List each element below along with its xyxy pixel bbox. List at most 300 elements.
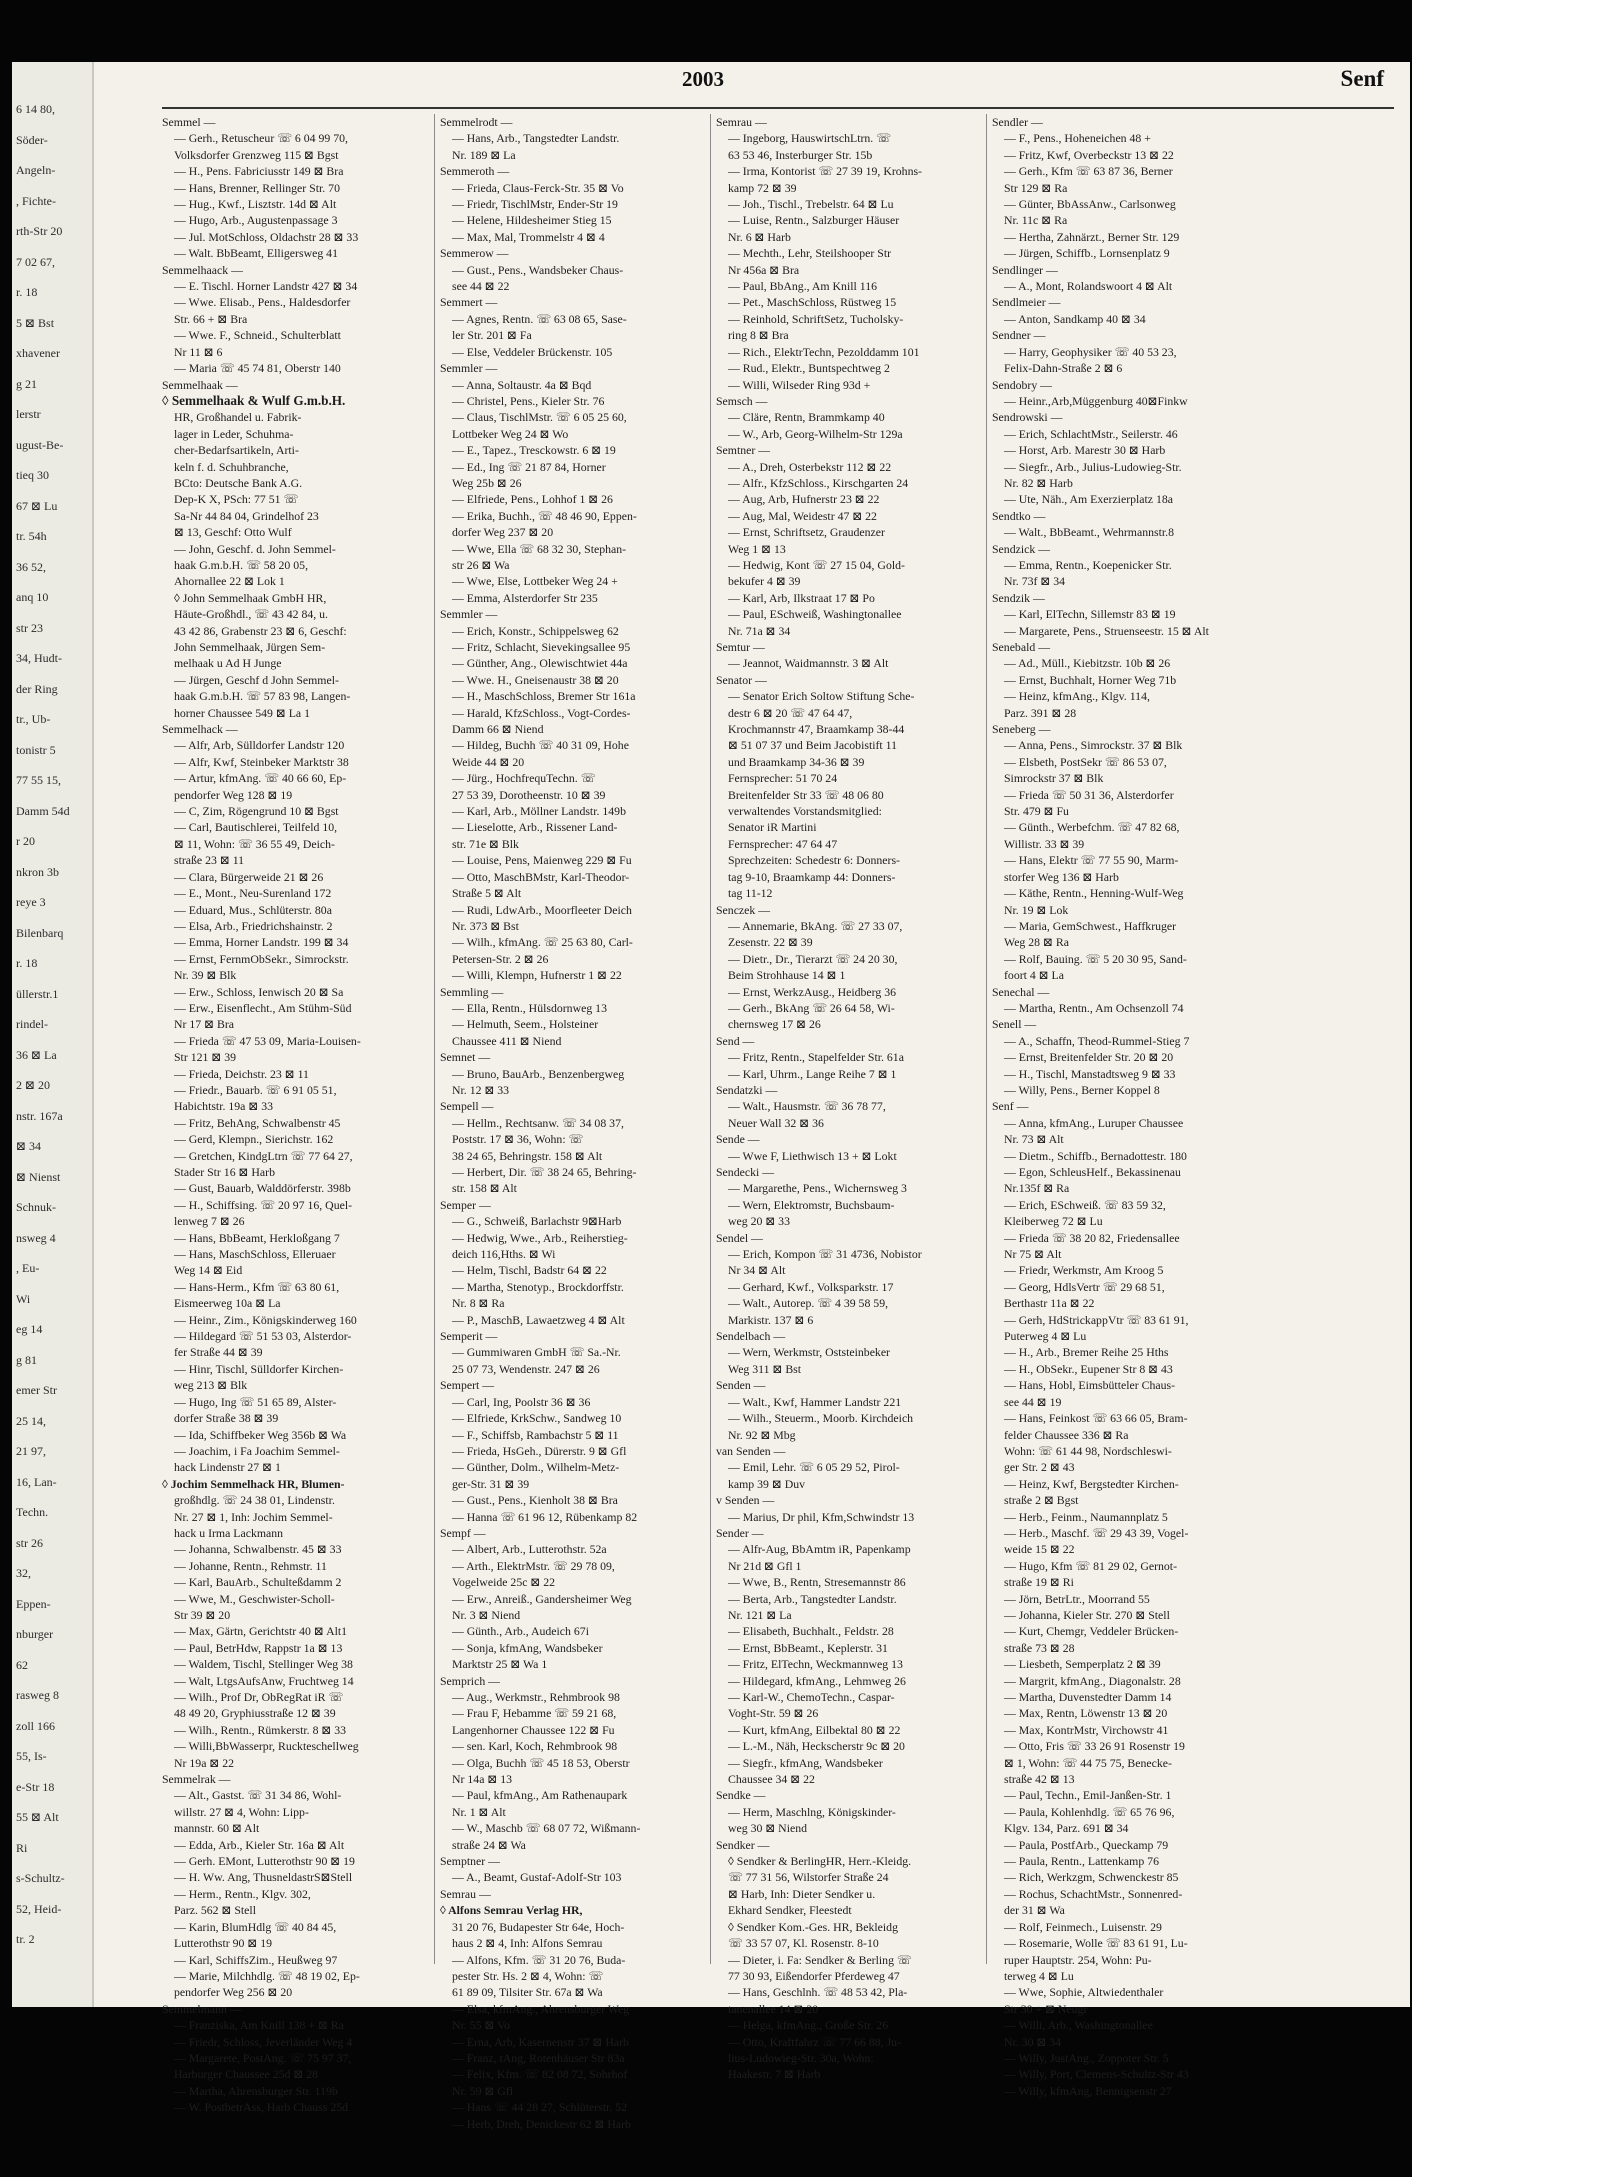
directory-entry-line: — Wwe, B., Rentn, Stresemannstr 86 <box>728 1575 906 1590</box>
surname-heading: Sendobry — <box>992 377 1052 392</box>
previous-page-fragment: 21 97, <box>16 1444 46 1458</box>
surname-heading: Semmelmann — <box>162 2001 242 2016</box>
directory-entry-line: — Paula, PostfArb., Queckamp 79 <box>1004 1837 1169 1852</box>
directory-entry-line: — Pet., MaschSchloss, Rüstweg 15 <box>728 295 897 310</box>
directory-entry-line: weg 30 ⊠ Niend <box>728 1821 808 1836</box>
directory-entry-line: — Rolf, Bauing. ☏ 5 20 30 95, Sand- <box>1004 951 1187 966</box>
directory-entry-line: weg 213 ⊠ Blk <box>174 1378 248 1393</box>
directory-entry-line: Willistr. 33 ⊠ 39 <box>1004 836 1085 851</box>
directory-entry-line: — Margrit, kfmAng., Diagonalstr. 28 <box>1004 1673 1181 1688</box>
directory-entry-line: — Hans, Brenner, Rellinger Str. 70 <box>174 180 340 195</box>
directory-entry-line: — Jörn, BetrLtr., Moorrand 55 <box>1004 1591 1150 1606</box>
directory-entry-line: — Hellm., Rechtsanw. ☏ 34 08 37, <box>452 1115 624 1130</box>
directory-entry-line: — Senator Erich Soltow Stiftung Sche- <box>728 689 915 704</box>
directory-entry-line: Simrockstr 37 ⊠ Blk <box>1004 771 1104 786</box>
directory-entry-line: — Artur, kfmAng. ☏ 40 66 60, Ep- <box>174 771 347 786</box>
directory-entry-line: — Alfr, Kwf, Steinbeker Marktstr 38 <box>174 754 349 769</box>
previous-page-fragment: , Fichte- <box>16 193 56 208</box>
directory-entry-line: deich 116,Hths. ⊠ Wi <box>452 1247 556 1262</box>
directory-entry-line: haak G.m.b.H. ☏ 57 83 98, Langen- <box>174 689 351 704</box>
directory-entry-line: — H. Ww. Ang, ThusneldastrS⊠Stell <box>174 1870 353 1885</box>
directory-entry-line: Parz. 391 ⊠ 28 <box>1004 705 1077 720</box>
directory-entry-line: Beim Strohhause 14 ⊠ 1 <box>728 968 846 983</box>
directory-entry-line: — Fritz, Kwf, Overbeckstr 13 ⊠ 22 <box>1004 147 1174 162</box>
directory-entry-line: str 26 ⊠ Wa <box>452 557 510 572</box>
directory-entry-line: — Hans-Herm., Kfm ☏ 63 80 61, <box>174 1279 340 1294</box>
directory-entry-line: hack u Irma Lackmann <box>174 1525 284 1540</box>
previous-page-fragment: xhavener <box>16 346 60 360</box>
directory-entry-line: — Emma, Rentn., Koepenicker Str. <box>1004 557 1172 572</box>
directory-entry-line: — Martha, Duvenstedter Damm 14 <box>1004 1690 1172 1704</box>
directory-entry-line: — Albert, Arb., Lutterothstr. 52a <box>452 1542 607 1557</box>
previous-page-fragment: 16, Lan- <box>16 1474 57 1489</box>
directory-entry-line: — Frieda ☏ 38 20 82, Friedensallee <box>1004 1230 1180 1245</box>
directory-entry-line: — Herb., Maschf. ☏ 29 43 39, Vogel- <box>1004 1525 1189 1540</box>
surname-heading: Send — <box>716 1033 755 1048</box>
directory-entry-line: — Wilh., Prof Dr, ObRegRat iR ☏ <box>174 1690 344 1704</box>
directory-entry-line: Nr. 92 ⊠ Mbg <box>728 1427 796 1442</box>
directory-entry-line: Fernsprecher: 51 70 24 <box>728 771 838 786</box>
directory-entry-line: — Willi, Klempn, Hufnerstr 1 ⊠ 22 <box>452 968 622 983</box>
directory-entry-line: — Erna, Arb, Kasernenstr 37 ⊠ Harb <box>452 2034 629 2049</box>
directory-entry-line: — Elfriede, KrkSchw., Sandweg 10 <box>452 1411 622 1426</box>
directory-entry-line: — Erich, Konstr., Schippelsweg 62 <box>452 623 619 638</box>
directory-entry-line: ◊ Sendker & BerlingHR, Herr.-Kleidg. <box>728 1854 912 1869</box>
surname-heading: Semmelrodt — <box>440 115 513 129</box>
directory-entry-line: — H., Tischl, Manstadtsweg 9 ⊠ 33 <box>1004 1066 1176 1081</box>
directory-entry-line: — Elisabeth, Buchhalt., Feldstr. 28 <box>728 1624 894 1639</box>
previous-page-fragment: 77 55 15, <box>16 773 61 787</box>
directory-entry-line: — Käthe, Rentn., Henning-Wulf-Weg <box>1004 886 1184 901</box>
directory-entry-line: — Gerh, HdStrickappVtr ☏ 83 61 91, <box>1004 1312 1189 1327</box>
directory-entry-line: — Irma, Kontorist ☏ 27 39 19, Krohns- <box>728 164 922 179</box>
directory-entry-line: — Dietm., Schiffb., Bernadottestr. 180 <box>1004 1148 1187 1163</box>
directory-entry-line: — Kurt, kfmAng, Eilbektal 80 ⊠ 22 <box>728 1722 901 1737</box>
previous-page-fragment: eg 14 <box>16 1322 43 1336</box>
running-head: Senf <box>1340 66 1384 91</box>
directory-entry-line: — Carl, Bautischlerei, Teilfeld 10, <box>174 820 338 835</box>
directory-entry-line: ruper Hauptstr. 254, Wohn: Pu- <box>1004 1952 1152 1967</box>
directory-entry-line: Lutterothstr 90 ⊠ 19 <box>174 1936 273 1951</box>
directory-entry-line: — Aug, Arb, Hufnerstr 23 ⊠ 22 <box>728 492 880 507</box>
directory-entry-line: — Paul, BbAng., Am Knill 116 <box>728 279 877 294</box>
directory-entry-line: John Semmelhaak, Jürgen Sem- <box>174 640 326 654</box>
previous-page-fragment: üllerstr.1 <box>16 986 59 1001</box>
directory-entry-line: HR, Großhandel u. Fabrik- <box>174 410 302 425</box>
surname-heading: Sendel — <box>716 1230 763 1245</box>
surname-heading: v Senden — <box>716 1493 775 1508</box>
surname-heading: Semmelhack — <box>162 722 238 737</box>
surname-heading: Semtner — <box>716 443 771 458</box>
directory-entry-line: — Martha, Ahrensburger Str. 119b <box>174 2083 338 2098</box>
directory-entry-line: haus 2 ⊠ 4, Inh: Alfons Semrau <box>452 1936 603 1951</box>
directory-entry-line: ⊠ 11, Wohn: ☏ 36 55 49, Deich- <box>174 836 335 851</box>
directory-entry-line: Harburger Chaussee 25d ⊠ 28 <box>174 2067 318 2082</box>
directory-entry-line: — Gust., Pens., Kienholt 38 ⊠ Bra <box>452 1493 618 1508</box>
directory-page <box>12 62 1410 2131</box>
previous-page-fragment: nkron 3b <box>16 864 59 879</box>
directory-entry-line: Nr. 373 ⊠ Bst <box>452 918 519 933</box>
previous-page-fragment: zoll 166 <box>16 1718 55 1733</box>
directory-entry-line: — Gerh., Retuscheur ☏ 6 04 99 70, <box>174 131 348 146</box>
directory-entry-line: — W., Arb, Georg-Wilhelm-Str 129a <box>728 426 903 441</box>
directory-entry-line: dorfer Weg 237 ⊠ 20 <box>452 525 554 540</box>
directory-entry-line: — Emil, Lehr. ☏ 6 05 29 52, Pirol- <box>728 1460 900 1475</box>
directory-entry-line: weg 20 ⊠ 33 <box>728 1214 790 1229</box>
directory-entry-line: Voght-Str. 59 ⊠ 26 <box>728 1706 819 1721</box>
directory-entry-line: — Hedwig, Wwe., Arb., Reiherstieg- <box>452 1230 628 1245</box>
directory-entry-line: — Karl, Arb., Möllner Landstr. 149b <box>452 804 626 819</box>
directory-entry-line: — Willy, kfmAng, Bennigsenstr 27 <box>1004 2083 1172 2098</box>
directory-entry-line: — Frieda, Claus-Ferck-Str. 35 ⊠ Vo <box>452 180 624 195</box>
directory-entry-line: — Gerh., Kfm ☏ 63 87 36, Berner <box>1004 164 1173 179</box>
directory-entry-line: Str 121 ⊠ 39 <box>174 1050 236 1065</box>
directory-entry-line: — Ed., Ing ☏ 21 87 84, Horner <box>452 459 606 474</box>
directory-entry-line: und Braamkamp 34-36 ⊠ 39 <box>728 754 865 769</box>
directory-entry-line: — Helmuth, Seem., Holsteiner <box>452 1017 599 1032</box>
directory-entry-line: — Walt., Autorep. ☏ 4 39 58 59, <box>728 1296 889 1311</box>
directory-entry-line: — Alfr-Aug, BbAmtm iR, Papenkamp <box>728 1542 911 1557</box>
directory-entry-line: Nr. 189 ⊠ La <box>452 147 516 162</box>
directory-entry-line: Nr. 19 ⊠ Lok <box>1004 902 1069 917</box>
directory-entry-line: — F., Schiffsb, Rambachstr 5 ⊠ 11 <box>452 1427 619 1442</box>
directory-entry-line: — W., Maschb ☏ 68 07 72, Wißmann- <box>452 1821 641 1836</box>
directory-entry-line: — Hertha, Zahnärzt., Berner Str. 129 <box>1004 229 1180 244</box>
directory-entry-line: Sprechzeiten: Schedestr 6: Donners- <box>728 853 900 868</box>
directory-entry-line: — sen. Karl, Koch, Rehmbrook 98 <box>452 1739 618 1754</box>
directory-entry-line: Langenhorner Chaussee 122 ⊠ Fu <box>452 1722 615 1737</box>
previous-page-fragment: Bilenbarq <box>16 925 64 940</box>
directory-entry-line: — Hugo, Arb., Augustenpassage 3 <box>174 213 338 228</box>
previous-page-fragment: Wi <box>16 1291 31 1306</box>
previous-page-fragment: Eppen- <box>16 1596 51 1611</box>
directory-entry-line: Berthastr 11a ⊠ 22 <box>1004 1296 1095 1311</box>
directory-entry-line: — Walt., BbBeamt., Wehrmannstr.8 <box>1004 525 1175 540</box>
surname-heading: Sende — <box>716 1132 760 1147</box>
directory-entry-line: — Karl, ElTechn, Sillemstr 83 ⊠ 19 <box>1004 607 1176 622</box>
directory-entry-line: — Dieter, i. Fa: Sendker & Berling ☏ <box>728 1952 912 1967</box>
directory-entry-line: — Friedr, Werkmstr, Am Kroog 5 <box>1004 1263 1164 1278</box>
directory-entry-line: — Paula, Rentn., Lattenkamp 76 <box>1004 1854 1159 1869</box>
directory-entry-line: Nr. 121 ⊠ La <box>728 1607 792 1622</box>
directory-entry-line: — H., Arb., Bremer Reihe 25 Hths <box>1004 1345 1169 1360</box>
surname-heading: Sendatzki — <box>716 1082 778 1097</box>
directory-entry-line: — Günther, Dolm., Wilhelm-Metz- <box>452 1460 620 1475</box>
directory-entry-line: mannstr. 60 ⊠ Alt <box>174 1821 260 1836</box>
directory-entry-line: Nr 14a ⊠ 13 <box>452 1772 513 1787</box>
directory-entry-line: — Ernst, BbBeamt., Keplerstr. 31 <box>728 1640 888 1655</box>
surname-heading: Semrau — <box>440 1886 491 1901</box>
directory-entry-line: — Max, KontrMstr, Virchowstr 41 <box>1004 1722 1169 1737</box>
surname-heading: Semmeroth — <box>440 164 510 179</box>
directory-entry-line: — Ad., Müll., Kiebitzstr. 10b ⊠ 26 <box>1004 656 1171 671</box>
directory-entry-line: Nr. 55 ⊠ Vo <box>452 2018 510 2033</box>
directory-entry-line: Wohn: ☏ 61 44 98, Nordschleswi- <box>1004 1443 1172 1458</box>
directory-entry-line: Damm 66 ⊠ Niend <box>452 722 544 737</box>
directory-entry-line: — Bruno, BauArb., Benzenbergweg <box>452 1066 625 1081</box>
directory-entry-line: — Elsa, kfmAng., Ahrensburger Weg <box>452 2001 630 2016</box>
firm-entry: ◊ Jochim Semmelhack HR, Blumen- <box>162 1476 345 1491</box>
previous-page-fragment: Angeln- <box>16 163 56 177</box>
directory-entry-line: straße 2 ⊠ Bgst <box>1004 1493 1079 1508</box>
directory-entry-line: str. 71e ⊠ Blk <box>452 836 519 851</box>
directory-entry-line: — Helene, Hildesheimer Stieg 15 <box>452 213 612 228</box>
previous-page-edge <box>12 62 94 2007</box>
directory-entry-line: — H., ObSekr., Eupener Str 8 ⊠ 43 <box>1004 1361 1173 1376</box>
directory-entry-line: Weg 25b ⊠ 26 <box>452 475 522 490</box>
directory-entry-line: — Clara, Bürgerweide 21 ⊠ 26 <box>174 869 324 884</box>
directory-entry-line: — Edda, Arb., Kieler Str. 16a ⊠ Alt <box>174 1837 345 1852</box>
surname-heading: Senator — <box>716 672 767 687</box>
surname-heading: Semnet — <box>440 1050 491 1065</box>
directory-entry-line: straße 23 ⊠ 11 <box>174 853 245 868</box>
directory-entry-line: — Max, Rentn, Löwenstr 13 ⊠ 20 <box>1004 1706 1168 1721</box>
previous-page-fragment: nburger <box>16 1627 54 1641</box>
directory-entry-line: — Hans, MaschSchloss, Elleruaer <box>174 1247 336 1262</box>
directory-entry-line: — Lieselotte, Arb., Rissener Land- <box>452 820 618 835</box>
directory-entry-line: — Harald, KfzSchloss., Vogt-Cordes- <box>452 705 631 720</box>
directory-entry-line: — Frieda ☏ 47 53 09, Maria-Louisen- <box>174 1033 361 1048</box>
directory-entry-line: horner Chaussee 549 ⊠ La 1 <box>174 705 311 720</box>
directory-entry-line: — Alfr, Arb, Sülldorfer Landstr 120 <box>174 738 345 753</box>
directory-entry-line: — A., Mont, Rolandswoort 4 ⊠ Alt <box>1004 279 1173 294</box>
page-number: 2003 <box>682 67 724 91</box>
previous-page-fragment: nstr. 167a <box>16 1108 63 1123</box>
directory-entry-line: ler Str. 201 ⊠ Fa <box>452 328 532 343</box>
previous-page-fragment: 7 02 67, <box>16 254 55 269</box>
directory-entry-line: — Otto, Fris ☏ 33 26 91 Rosenstr 19 <box>1004 1739 1185 1754</box>
directory-entry-line: — Erw., Anreiß., Gandersheimer Weg <box>452 1591 632 1606</box>
directory-entry-line: Zesenstr. 22 ⊠ 39 <box>728 935 813 950</box>
surname-heading: Semtur — <box>716 640 765 654</box>
directory-entry-line: — Paul, Techn., Emil-Janßen-Str. 1 <box>1004 1788 1172 1803</box>
directory-entry-line: — Franz, tAng, Rotenhäuser Str 83a <box>452 2050 625 2065</box>
surname-heading: Sendzik — <box>992 590 1045 605</box>
directory-entry-line: — F., Pens., Hoheneichen 48 + <box>1004 131 1151 146</box>
directory-entry-line: — Günth., Arb., Audeich 67i <box>452 1624 589 1639</box>
directory-entry-line: — Ingeborg, HauswirtschLtrn. ☏ <box>728 131 891 146</box>
directory-entry-line: — Friedr, TischlMstr, Ender-Str 19 <box>452 197 618 212</box>
directory-entry-line: — Wern, Werkmstr, Oststeinbeker <box>728 1345 890 1360</box>
directory-entry-line: — Hans ☏ 44 28 27, Schlüterstr. 52 <box>452 2100 627 2115</box>
directory-entry-line: — Herm, Maschlng, Königskinder- <box>728 1804 896 1819</box>
surname-heading: Semmling — <box>440 984 504 999</box>
previous-page-fragment: tr. 54h <box>16 529 47 543</box>
directory-entry-line: Nr. 1 ⊠ Alt <box>452 1804 506 1819</box>
previous-page-fragment: 32, <box>16 1566 31 1580</box>
directory-entry-line: — Frau F, Hebamme ☏ 59 21 68, <box>452 1706 617 1721</box>
directory-entry-line: — Karl, BauArb., Schulteßdamm 2 <box>174 1575 342 1590</box>
previous-page-fragment: ⊠ Nienst <box>16 1169 61 1184</box>
directory-entry-line: — Cläre, Rentn, Brammkamp 40 <box>728 410 885 425</box>
directory-entry-line: — Gerh. EMont, Lutterothstr 90 ⊠ 19 <box>174 1854 355 1869</box>
directory-entry-line: — Frieda, Deichstr. 23 ⊠ 11 <box>174 1066 309 1081</box>
surname-heading: Semsch — <box>716 393 768 408</box>
firm-entry: ◊ Alfons Semrau Verlag HR, <box>440 1903 583 1918</box>
directory-entry-line: — Walt., Hausmstr. ☏ 36 78 77, <box>728 1099 886 1114</box>
directory-entry-line: Nr 456a ⊠ Bra <box>728 262 800 277</box>
directory-entry-line: Häute-Großhdl., ☏ 43 42 84, u. <box>174 607 328 622</box>
previous-page-fragment: 34, Hudt- <box>16 651 62 665</box>
directory-entry-line: tanenallee 14 ⊠ 20 <box>728 2001 819 2016</box>
previous-page-fragment: Ri <box>16 1840 28 1855</box>
directory-entry-line: — H., Schiffsing. ☏ 20 97 16, Quel- <box>174 1197 353 1212</box>
directory-entry-line: — Johanna, Kieler Str. 270 ⊠ Stell <box>1004 1607 1170 1622</box>
directory-entry-line: — Olga, Buchh ☏ 45 18 53, Oberstr <box>452 1755 630 1770</box>
directory-entry-line: storfer Weg 136 ⊠ Harb <box>1004 869 1119 884</box>
directory-entry-line: — Horst, Arb. Marestr 30 ⊠ Harb <box>1004 443 1166 458</box>
directory-entry-line: — Annemarie, BkAng. ☏ 27 33 07, <box>728 918 903 933</box>
directory-entry-line: — Wern, Elektromstr, Buchsbaum- <box>728 1197 895 1212</box>
previous-page-fragment: emer Str <box>16 1383 57 1397</box>
directory-entry-line: — Rudi, LdwArb., Moorfleeter Deich <box>452 902 632 917</box>
directory-entry-line: — Rolf, Feinmech., Luisenstr. 29 <box>1004 1919 1162 1934</box>
directory-entry-line: Nr.135f ⊠ Ra <box>1004 1181 1070 1196</box>
directory-entry-line: — Marius, Dr phil, Kfm,Schwindstr 13 <box>728 1509 915 1524</box>
directory-entry-line: — Willy, JustAng., Zoppoter Str. 5 <box>1004 2050 1169 2065</box>
surname-heading: Senechal — <box>992 984 1050 999</box>
surname-heading: Semrau — <box>716 115 767 129</box>
previous-page-fragment: 55, Is- <box>16 1749 47 1763</box>
surname-heading: Senf — <box>992 1099 1029 1114</box>
surname-heading: Seneberg — <box>992 722 1051 737</box>
directory-entry-line: — Anna, Pens., Simrockstr. 37 ⊠ Blk <box>1004 738 1183 753</box>
directory-entry-line: — Max, Mal, Trommelstr 4 ⊠ 4 <box>452 229 605 244</box>
directory-entry-line: — Erw., Eisenflecht., Am Stühm-Süd <box>174 1000 352 1015</box>
previous-page-fragment: tr. 2 <box>16 1932 35 1946</box>
directory-entry-line: Ekhard Sendker, Fleestedt <box>728 1903 852 1918</box>
page-header <box>162 62 1412 108</box>
previous-page-fragment: 5 ⊠ Bst <box>16 315 55 330</box>
directory-entry-line: Nr. 73f ⊠ 34 <box>1004 574 1066 589</box>
directory-entry-line: — Martha, Rentn., Am Ochsenzoll 74 <box>1004 1000 1184 1015</box>
directory-entry-line: — Fritz, Schlacht, Sievekingsallee 95 <box>452 640 631 654</box>
directory-entry-line: — Hugo, Kfm ☏ 81 29 02, Gernot- <box>1004 1558 1178 1573</box>
surname-heading: Sender — <box>716 1525 764 1540</box>
directory-entry-line: str. 158 ⊠ Alt <box>452 1181 517 1196</box>
directory-entry-line: Nr. 3 ⊠ Niend <box>452 1607 521 1622</box>
directory-entry-line: — Günth., Werbefchm. ☏ 47 82 68, <box>1004 820 1180 835</box>
directory-entry-line: — Heinr.,Arb,Müggenburg 40⊠Finkw <box>1004 393 1188 408</box>
directory-entry-line: Str. 479 ⊠ Fu <box>1004 804 1069 819</box>
directory-entry-line: Nr. 73 ⊠ Alt <box>1004 1132 1064 1147</box>
directory-entry-line: — Margarete, Pens., Struenseestr. 15 ⊠ Alt <box>1004 623 1209 638</box>
directory-entry-line: — Willy, Pens., Berner Koppel 8 <box>1004 1082 1160 1097</box>
directory-entry-line: — Herb., Feinm., Naumannplatz 5 <box>1004 1509 1168 1524</box>
directory-entry-line: Klgv. 134, Parz. 691 ⊠ 34 <box>1004 1821 1129 1836</box>
directory-entry-line: — Erika, Buchh., ☏ 48 46 90, Eppen- <box>452 508 637 523</box>
directory-entry-line: ger-Str. 31 ⊠ 39 <box>452 1476 530 1491</box>
directory-entry-line: ◊ Sendker Kom.-Ges. HR, Bekleidg <box>728 1919 898 1934</box>
directory-entry-line: — Eduard, Mus., Schlüterstr. 80a <box>174 902 332 917</box>
directory-entry-line: — Emma, Horner Landstr. 199 ⊠ 34 <box>174 935 349 950</box>
surname-heading: Sendlinger — <box>992 262 1058 277</box>
directory-entry-line: pendorfer Weg 256 ⊠ 20 <box>174 1985 293 2000</box>
directory-entry-line: — Herbert, Dir. ☏ 38 24 65, Behring- <box>452 1165 637 1179</box>
directory-entry-line: — Mechth., Lehr, Steilshooper Str <box>728 246 892 261</box>
directory-entry-line: — Wilh., Steuerm., Moorb. Kirchdeich <box>728 1411 914 1426</box>
directory-entry-line: — Paul, ESchweiß, Washingtonallee <box>728 607 902 622</box>
column-1 <box>162 114 430 2115</box>
column-divider <box>434 114 435 1964</box>
directory-entry-line: Poststr. 17 ⊠ 36, Wohn: ☏ <box>452 1132 584 1147</box>
directory-entry-line: — Georg, HdlsVertr ☏ 29 68 51, <box>1004 1279 1165 1294</box>
directory-entry-line: — E., Tapez., Tresckowstr. 6 ⊠ 19 <box>452 443 616 458</box>
directory-entry-line: — Frieda ☏ 50 31 36, Alsterdorfer <box>1004 787 1174 802</box>
directory-entry-line: — Walt., Kwf, Hammer Landstr 221 <box>728 1394 902 1409</box>
directory-entry-line: Nr. 11c ⊠ Ra <box>1004 213 1068 228</box>
directory-entry-line: weide 15 ⊠ 22 <box>1004 1542 1075 1557</box>
directory-entry-line: — Walt. BbBeamt, Elligersweg 41 <box>174 246 338 261</box>
surname-heading: Semperit — <box>440 1329 498 1344</box>
surname-heading: Semmler — <box>440 607 498 622</box>
directory-entry-line: — Louise, Pens, Maienweg 229 ⊠ Fu <box>452 853 632 868</box>
directory-entry-line: — Liesbeth, Semperplatz 2 ⊠ 39 <box>1004 1657 1161 1672</box>
directory-entry-line: — A., Beamt, Gustaf-Adolf-Str 103 <box>452 1870 622 1885</box>
directory-entry-line: ☏ 33 57 07, Kl. Rosenstr. 8-10 <box>728 1936 879 1951</box>
directory-entry-line: BCto: Deutsche Bank A.G. <box>174 475 303 490</box>
directory-entry-line: Chaussee 411 ⊠ Niend <box>452 1033 562 1048</box>
directory-entry-line: — Gerh., BkAng ☏ 26 64 58, Wi- <box>728 1000 895 1015</box>
directory-entry-line: — Hans, BbBeamt, Herkloßgang 7 <box>174 1230 340 1245</box>
directory-entry-line: — E., Mont., Neu-Surenland 172 <box>174 886 332 901</box>
column-2 <box>440 114 708 2131</box>
directory-entry-line: 63 53 46, Insterburger Str. 15b <box>728 147 873 162</box>
directory-entry-line: — Wwe. Elisab., Pens., Haldesdorfer <box>174 295 351 310</box>
directory-entry-line: — P., MaschB, Lawaetzweg 4 ⊠ Alt <box>452 1312 625 1327</box>
directory-entry-line: — Ernst, Schriftsetz, Graudenzer <box>728 525 885 540</box>
previous-page-fragment: ⊠ 34 <box>16 1139 42 1153</box>
directory-entry-line: Str. 66 + ⊠ Bra <box>174 311 248 326</box>
previous-page-fragment: str 23 <box>16 620 43 635</box>
directory-entry-line: — Jürgen, Geschf d John Semmel- <box>174 672 339 687</box>
directory-entry-line: — Rud., Elektr., Buntspechtweg 2 <box>728 361 890 376</box>
directory-entry-line: — Erw., Schloss, Ienwisch 20 ⊠ Sa <box>174 984 344 999</box>
directory-entry-line: — Hans, Arb., Tangstedter Landstr. <box>452 131 620 146</box>
surname-heading: Semmel — <box>162 115 216 129</box>
surname-heading: Sendler — <box>992 115 1043 129</box>
directory-entry-line: — Maria, GemSchwest., Haffkruger <box>1004 918 1177 933</box>
directory-entry-line: — Reinhold, SchriftSetz, Tucholsky- <box>728 311 904 326</box>
directory-entry-line: kamp 39 ⊠ Duv <box>728 1476 806 1491</box>
previous-page-fragment: g 21 <box>16 376 37 391</box>
directory-entry-line: — Otto, MaschBMstr, Karl-Theodor- <box>452 869 630 884</box>
directory-entry-line: — Anna, Soltaustr. 4a ⊠ Bqd <box>452 377 592 392</box>
directory-entry-line: ger Str. 2 ⊠ 43 <box>1004 1460 1075 1475</box>
directory-entry-line: keln f. d. Schuhbranche, <box>174 459 289 474</box>
surname-heading: Sempert — <box>440 1378 495 1393</box>
directory-entry-line: — Wwe F, Liethwisch 13 + ⊠ Lokt <box>728 1148 897 1163</box>
directory-entry-line: Eismeerweg 10a ⊠ La <box>174 1296 281 1311</box>
previous-page-fragment: e-Str 18 <box>16 1779 55 1794</box>
directory-entry-line: — Wwe. H., Gneisenaustr 38 ⊠ 20 <box>452 672 619 687</box>
previous-page-fragment: Damm 54d <box>16 803 70 818</box>
directory-entry-line: — Hedwig, Kont ☏ 27 15 04, Gold- <box>728 557 905 572</box>
directory-entry-line: — Karl, Arb, Ilkstraat 17 ⊠ Po <box>728 590 875 605</box>
directory-entry-line: haak G.m.b.H. ☏ 58 20 05, <box>174 557 309 572</box>
column-divider <box>710 114 711 1964</box>
directory-entry-line: — Jeannot, Waidmannstr. 3 ⊠ Alt <box>728 656 889 671</box>
directory-entry-line: — Luise, Rentn., Salzburger Häuser <box>728 213 900 228</box>
directory-entry-line: 31 20 76, Budapester Str 64e, Hoch- <box>452 1919 625 1934</box>
previous-page-fragment: nsweg 4 <box>16 1230 56 1245</box>
directory-entry-line: — Ute, Näh., Am Exerzierplatz 18a <box>1004 492 1174 507</box>
previous-page-fragment: str 26 <box>16 1535 43 1550</box>
directory-entry-line: — Anna, kfmAng., Luruper Chaussee <box>1004 1115 1184 1130</box>
directory-entry-line: ring 8 ⊠ Bra <box>728 328 789 343</box>
directory-entry-line: — Karin, BlumHdlg ☏ 40 84 45, <box>174 1919 337 1934</box>
directory-entry-line: Nr 34 ⊠ Alt <box>728 1263 786 1278</box>
